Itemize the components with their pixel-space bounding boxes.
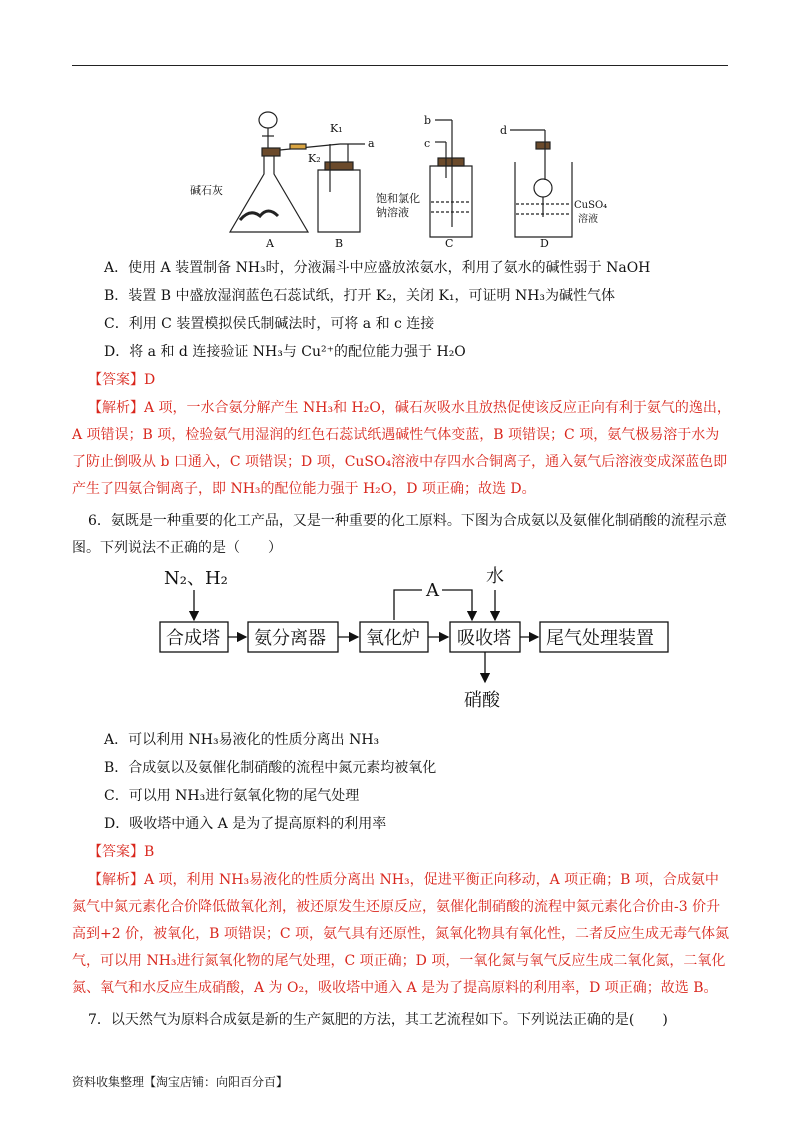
q6-analysis [72, 867, 732, 1002]
flow-output: 硝酸 [464, 690, 500, 711]
label-d: d [500, 124, 508, 137]
flow-input: N₂、H₂ [164, 568, 228, 589]
q5-answer: 【答案】D [88, 372, 156, 388]
header-rule [72, 65, 728, 66]
flow-box2-label: 氨分离器 [254, 628, 326, 649]
flow-box4-label: 吸收塔 [457, 628, 511, 649]
flow-box3-label: 氧化炉 [366, 628, 420, 649]
q6-stem [72, 508, 732, 562]
label-b: b [424, 114, 432, 127]
label-C: C [445, 237, 454, 250]
label-D: D [540, 237, 549, 250]
q6-option-b: B．合成氨以及氨催化制硝酸的流程中氮元素均被氧化 [104, 760, 437, 776]
q6-stem-text: 6．氨既是一种重要的化工产品，又是一种重要的化工原料。下图为合成氨以及氨催化制硝酸的流程示意图。下列说法不正确的是（ ） [72, 513, 727, 556]
q5-option-d: D．将 a 和 d 连接验证 NH₃与 Cu²⁺的配位能力强于 H₂O [104, 344, 466, 360]
q7-stem-text: 7．以天然气为原料合成氨是新的生产氮肥的方法，其工艺流程如下。下列说法正确的是( ) [88, 1012, 668, 1028]
apparatus-figure [190, 92, 608, 252]
flow-label-water: 水 [486, 566, 504, 587]
label-a: a [368, 137, 375, 150]
q6-option-c: C．可以用 NH₃进行氨氧化物的尾气处理 [104, 788, 360, 804]
label-d-solution-1: CuSO₄ [574, 200, 608, 211]
label-c-solution-1: 饱和氯化 [376, 192, 420, 205]
q5-option-b: B．装置 B 中盛放湿润蓝色石蕊试纸，打开 K₂，关闭 K₁，可证明 NH₃为碱性气体 [104, 288, 616, 304]
label-c-solution-2: 钠溶液 [376, 206, 409, 219]
flow-box5-label: 尾气处理装置 [546, 628, 654, 649]
label-A: A [266, 237, 274, 250]
label-left: 碱石灰 [190, 184, 223, 197]
q5-option-c: C．利用 C 装置模拟侯氏制碱法时，可将 a 和 c 连接 [104, 316, 435, 332]
label-c: c [424, 137, 431, 150]
q6-flow-diagram [150, 560, 670, 710]
q5-option-a: A．使用 A 装置制备 NH₃时，分液漏斗中应盛放浓氨水，利用了氨水的碱性弱于 NaOH [104, 260, 651, 276]
q6-answer: 【答案】B [88, 844, 155, 860]
label-B: B [335, 237, 344, 250]
q5-analysis [72, 395, 732, 503]
q6-option-d: D．吸收塔中通入 A 是为了提高原料的利用率 [104, 816, 387, 832]
flow-box1-label: 合成塔 [166, 628, 220, 649]
q6-analysis-text: 【解析】A 项，利用 NH₃易液化的性质分离出 NH₃，促进平衡正向移动，A 项正确；B 项，合成氨中氮气中氮元素化合价降低做氧化剂，被还原发生还原反应，氨催化制硝酸的流程中氮元素化合价由-3 价升高到+2 价，被氧化，B 项错误；C 项，氨气具有还原性，氮氧化物具有氧化性，二者反应生成无毒气体氮气，可以用 NH₃进行氮氧化物的尾气处理，C 项正确；D 项，一氧化氮与氧气反应生成二氧化氮，二氧化氮、氧气和水反应生成硝酸，A 为 O₂，吸收塔中通入 A 是为了提高原料的利用率，D 项正确；故选 B。 [72, 872, 729, 996]
footer-text: 资料收集整理【淘宝店铺：向阳百分百】 [72, 1075, 289, 1089]
label-K2: K₂ [308, 152, 321, 165]
q6-option-a: A．可以利用 NH₃易液化的性质分离出 NH₃ [104, 732, 380, 748]
flow-label-a: A [426, 580, 439, 601]
q7-stem [72, 1007, 732, 1034]
label-K1: K₁ [330, 122, 343, 135]
label-d-solution-2: 溶液 [578, 214, 598, 225]
q5-analysis-text: 【解析】A 项，一水合氨分解产生 NH₃和 H₂O，碱石灰吸水且放热促使该反应正向有利于氨气的逸出，A 项错误；B 项，检验氨气用湿润的红色石蕊试纸遇碱性气体变蓝，B 项错误；C 项，氨气极易溶于水为了防止倒吸从 b 口通入，C 项错误；D 项，CuSO₄溶液中存四水合铜离子，通入氨气后溶液变成深蓝色即产生了四氨合铜离子，即 NH₃的配位能力强于 H₂O，D 项正确；故选 D。 [72, 400, 731, 497]
